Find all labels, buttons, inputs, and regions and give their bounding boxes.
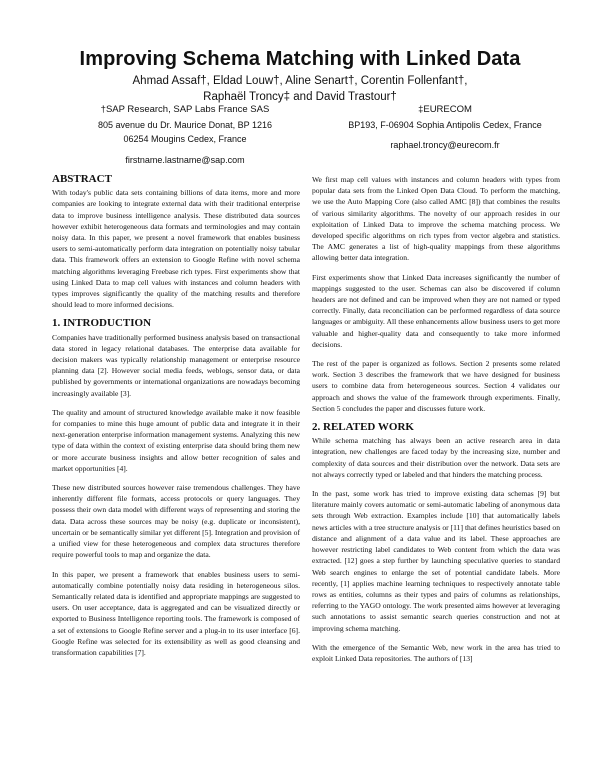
author-line-2: Raphaël Troncy‡ and David Trastour† — [203, 91, 397, 103]
paragraph: Companies have traditionally performed business analysis based on transactional data stored in legacy relational databases. The enterprise data available for decision makers was typically relationship management or enterprise resource planning data [2]. However social media feeds, weblogs, sensor data, or data published by governments or international organizations are nowadays becoming increasingly available [3]. — [52, 332, 300, 398]
affiliation-address-line: 805 avenue du Dr. Maurice Donat, BP 1216 — [98, 119, 272, 130]
affiliation-eurecom — [330, 103, 560, 153]
introduction-heading: 1. INTRODUCTION — [52, 317, 152, 330]
paragraph: In this paper, we present a framework that enables business users to semi-automatically combine potentially noisy data residing in heterogeneous silos. Semantically related data is identified and appropriate mappings are suggested to users. On user acceptance, data is aggregated and can be visualized directly or exported to Business Intelligence reporting tools. The framework is composed of a set of extensions to Google Refine server and a plug-in to its user interface [6]. Google Refine was selected for its extensibility as well as good cleansing and transformation capabilities [7]. — [52, 569, 300, 657]
affiliation-institution: †SAP Research, SAP Labs France SAS — [100, 104, 270, 115]
affiliation-sap — [50, 103, 320, 167]
affiliation-email: firstname.lastname@sap.com — [125, 154, 245, 165]
paragraph: In the past, some work has tried to improve existing data schemas [9] but literature mainly covers automatic or semi-automatic labeling of anonymous data sets through Web extraction. Examples include [10] that automatically labels news articles with a tree structure analysis or [11] that defines heuristics based on distance and alignment of a data value and its label. These approaches are however restricting label candidates to Web content from which the data was extracted. [12] goes a step further by launching speculative queries to standard Web search engines to enlarge the set of potential candidate labels. More recently, [1] applies machine learning techniques to respectively annotate table rows as entities, columns as their types and pairs of columns as relationships, referring to the YAGO ontology. The work presented aims however at leveraging such annotations to assist semantic search queries construction and not at improving schema matching. — [312, 489, 560, 633]
abstract-text: With today's public data sets containing billions of data items, more and more companies are looking to integrate external data with their traditional enterprise data to improve business intelligence analysis. These distributed data sources however exhibit heterogeneous data formats and terminologies and may contain noisy data. In this paper, we present a novel framework that enables business users to semi-automatically perform data integration on potentially noisy tabular data. This framework offers an extension to Google Refine with novel schema matching algorithms leveraging Freebase rich types. First experiments show that using Linked Data to map cell values with instances and column headers with types improves significantly the quality of the matching results and therefore should lead to more informed decisions. — [52, 188, 300, 310]
related-work-heading: 2. RELATED WORK — [312, 421, 414, 434]
paragraph: The quality and amount of structured knowledge available make it now feasible for companies to mine this huge amount of public data and integrate it in their next-generation enterprise information management systems. Analyzing this new type of data within the context of existing enterprise data should bring them new or more accurate business insights and allow better recognition of sales and market opportunities [4]. — [52, 407, 300, 473]
abstract-heading: ABSTRACT — [52, 173, 112, 185]
affiliation-address-line: BP193, F-06904 Sophia Antipolis Cedex, France — [348, 119, 542, 130]
left-column — [52, 174, 300, 666]
paragraph: While schema matching has always been an active research area in data integration, new challenges are faced today by the increasing size, number and complexity of data sources and their distribution over the network. Data sets are not always correctly typed or labeled and that hinders the matching process. — [312, 436, 560, 479]
paper-title: Improving Schema Matching with Linked Data — [79, 48, 521, 70]
affiliation-email: raphael.troncy@eurecom.fr — [390, 140, 500, 150]
paragraph: With the emergence of the Semantic Web, new work in the area has tried to exploit Linked Data repositories. The authors of [13] — [312, 642, 560, 663]
paragraph: The rest of the paper is organized as follows. Section 2 presents some related work. Section 3 describes the framework that we have designed for business users to combine data from heterogeneous sources. Section 4 validates our approach and shows the value of the framework through experiments. Finally, Section 5 concludes the paper and discusses future work. — [312, 359, 560, 413]
paragraph: First experiments show that Linked Data increases significantly the number of mappings suggested to the user. Schemas can also be discovered if column headers are not defined and can be improved when they are not named or typed correctly. Finally, data reconciliation can be performed regardless of data source languages or ambiguity. All these enhancements allow business users to get more valuable and higher-quality data and consequently to take more informed decisions. — [312, 272, 560, 349]
paragraph: These new distributed sources however raise tremendous challenges. They have inherently different file formats, access protocols or query languages. They possess their own data model with different ways of representing and storing the data. Data across these sources may be noisy (e.g. duplicate or inconsistent), uncertain or be semantically similar yet different [5]. Integration and provision of a unified view for these heterogeneous and complex data structures therefore require powerful tools to map and organize the data. — [52, 483, 300, 560]
paragraph: We first map cell values with instances and column headers with types from popular data sets from the Linked Open Data Cloud. To perform the matching, we use the Auto Mapping Core (also called AMC [8]) that combines the results of various similarity algorithms. The novelty of our approach resides in our exploitation of Linked Data to improve the schema matching process. We developed specific algorithms on rich types from vector algebra and statistics. The AMC generates a list of high-quality mappings from these algorithms allowing better data integration. — [312, 175, 560, 263]
right-column — [312, 174, 560, 672]
affiliation-address-line: 06254 Mougins Cedex, France — [123, 134, 247, 144]
affiliation-institution: ‡EURECOM — [418, 104, 472, 115]
author-line-1: Ahmad Assaf†, Eldad Louw†, Aline Senart†, Corentin Follenfant†, — [132, 75, 468, 87]
